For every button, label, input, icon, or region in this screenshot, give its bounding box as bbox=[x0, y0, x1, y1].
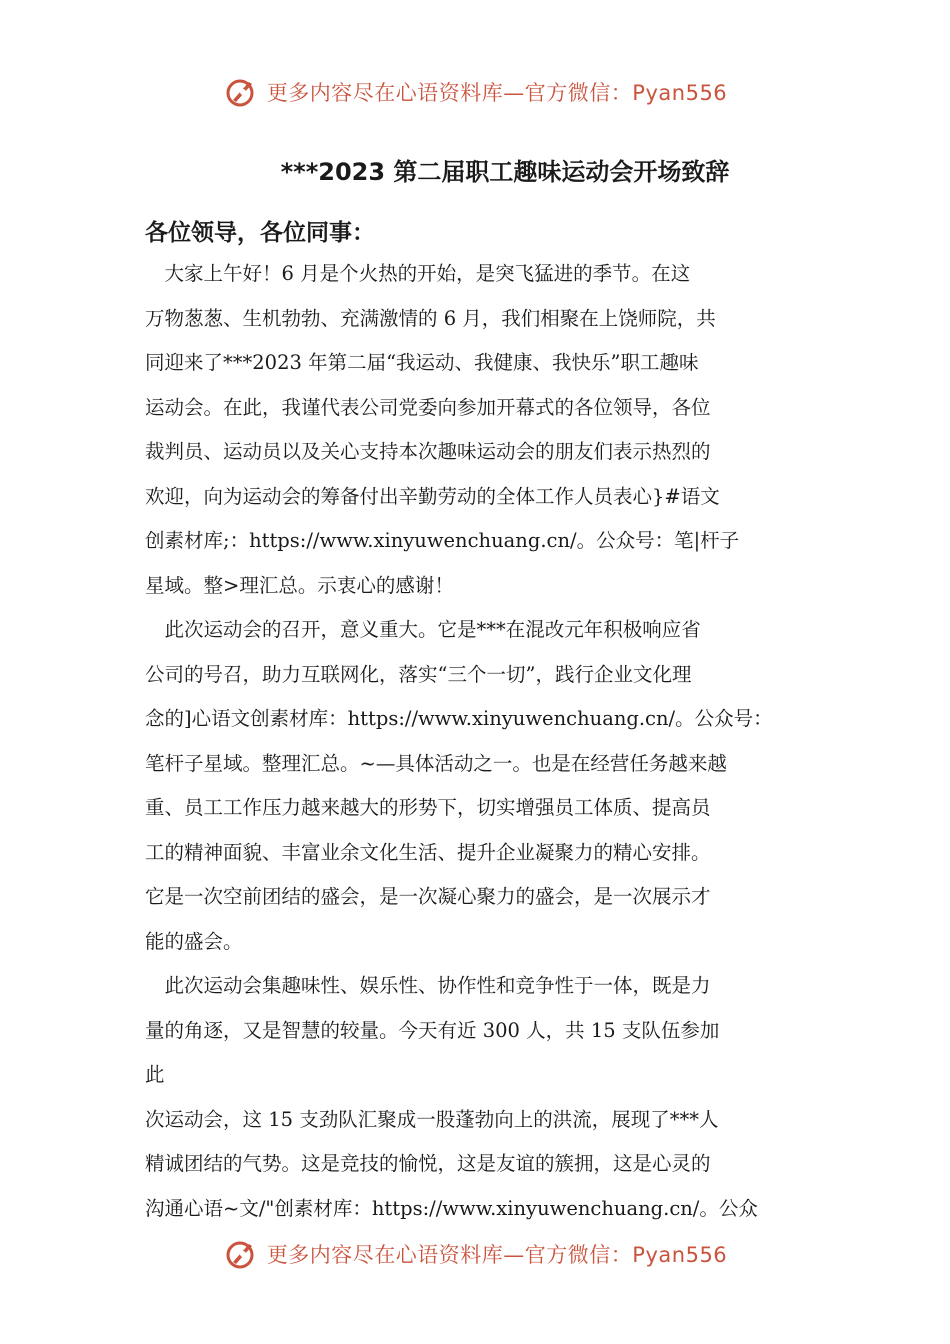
text-line: 重、员工工作压力越来越大的形势下，切实增强员工体质、提高员 bbox=[145, 796, 711, 819]
text-line: 此次运动会集趣味性、娱乐性、协作性和竞争性于一体，既是力 bbox=[145, 974, 711, 997]
watermark-text: 更多内容尽在心语资料库—官方微信：Pyan556 bbox=[266, 1243, 728, 1267]
text-line: 星域。整>理汇总。示衷心的感谢！ bbox=[145, 573, 454, 597]
text-line: 次运动会，这 15 支劲队汇聚成一股蓬勃向上的洪流，展现了***人 bbox=[145, 1107, 719, 1131]
watermark-text: 更多内容尽在心语资料库—官方微信：Pyan556 bbox=[266, 81, 728, 105]
text-line: 能的盛会。 bbox=[145, 929, 243, 953]
text-line: 欢迎，向为运动会的筹备付出辛勤劳动的全体工作人员表心}#语文 bbox=[145, 484, 720, 508]
text-line: 大家上午好！6 月是个火热的开始，是突飞猛进的季节。在这 bbox=[145, 262, 691, 285]
text-line: 万物葱葱、生机勃勃、充满激情的 6 月，我们相聚在上饶师院，共 bbox=[145, 306, 716, 330]
text-line: 裁判员、运动员以及关心支持本次趣味运动会的朋友们表示热烈的 bbox=[145, 440, 711, 463]
pen-circle-logo-icon bbox=[223, 1236, 259, 1272]
text-line: 量的角逐，又是智慧的较量。今天有近 300 人，共 15 支队伍参加 bbox=[145, 1018, 720, 1042]
body-text bbox=[145, 252, 810, 1231]
footer-watermark bbox=[0, 1236, 950, 1272]
pen-circle-logo-icon bbox=[223, 74, 259, 110]
text-line: 工的精神面貌、丰富业余文化生活、提升企业凝聚力的精心安排。 bbox=[145, 840, 711, 864]
text-line: 运动会。在此，我谨代表公司党委向参加开幕式的各位领导，各位 bbox=[145, 395, 711, 419]
text-line: 念的]心语文创素材库：https://www.xinyuwenchuang.cn/。公众号： bbox=[145, 707, 773, 730]
text-line: 此次运动会的召开，意义重大。它是***在混改元年积极响应省 bbox=[145, 618, 701, 641]
text-line: 同迎来了***2023 年第二届“我运动、我健康、我快乐”职工趣味 bbox=[145, 351, 699, 374]
text-line: 笔杆子星域。整理汇总。~—具体活动之一。也是在经营任务越来越 bbox=[145, 751, 727, 775]
header-watermark bbox=[0, 74, 950, 110]
document-title: ***2023 第二届职工趣味运动会开场致辞 bbox=[280, 158, 730, 186]
salutation: 各位领导，各位同事： bbox=[145, 220, 375, 246]
text-line: 创素材库;：https://www.xinyuwenchuang.cn/。公众号：笔|杆子 bbox=[145, 529, 740, 552]
text-line: 此 bbox=[145, 1063, 165, 1086]
text-line: 沟通心语~文/"创素材库：https://www.xinyuwenchuang.cn/。公众 bbox=[145, 1196, 758, 1220]
text-line: 公司的号召，助力互联网化，落实“三个一切”，践行企业文化理 bbox=[145, 662, 692, 686]
text-line: 精诚团结的气势。这是竞技的愉悦，这是友谊的簇拥，这是心灵的 bbox=[145, 1152, 711, 1175]
text-line: 它是一次空前团结的盛会，是一次凝心聚力的盛会，是一次展示才 bbox=[145, 885, 711, 908]
